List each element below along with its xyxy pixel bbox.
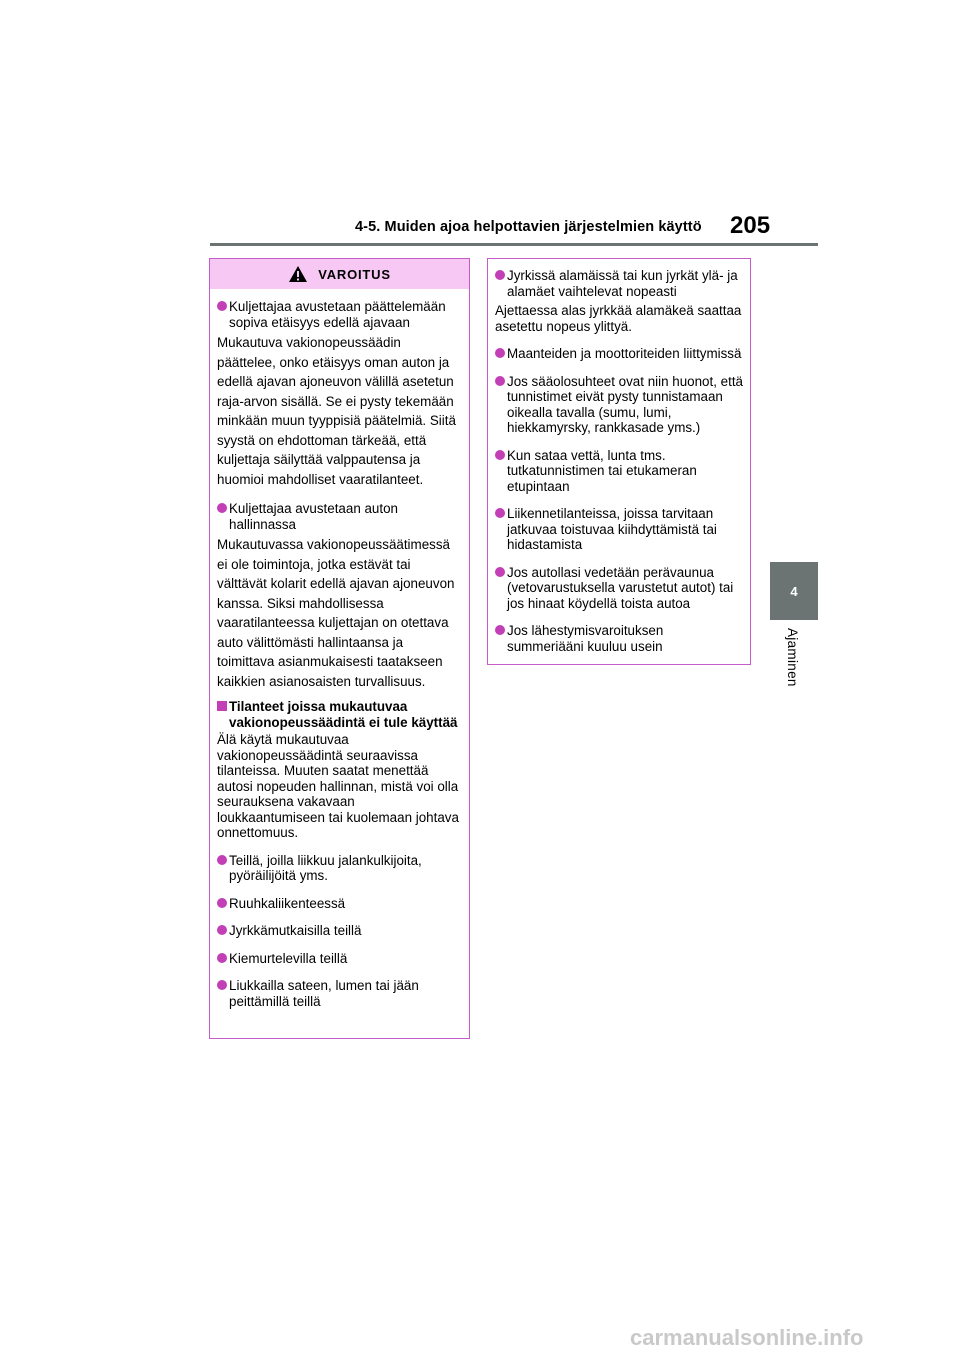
paragraph: Ajettaessa alas jyrkkää alamäkeä saattaa asetettu nopeus ylittyä.: [495, 303, 742, 334]
paragraph: Mukautuva vakionopeussäädin päättelee, onko etäisyys oman auton ja edellä ajavan ajoneuvon välillä asetetun raja-arvon sisällä. Se ei pysty tekemään minkään muun tyyppisiä päätelmiä. Siitä syystä on ehdottoman tärkeää, että kuljettaja säilyttää valppautensa ja huomioi mahdolliset vaaratilanteet.: [217, 335, 456, 487]
header-divider: [210, 243, 818, 246]
watermark: carmanualsonline.info: [630, 1325, 864, 1350]
list-item: Jos autollasi vedetään perävaunua (vetovarustuksella varustetut autot) tai jos hinaat köydellä toista autoa: [495, 565, 743, 612]
paragraph: Älä käytä mukautuvaa vakionopeussäädintä seuraavissa tilanteissa. Muuten saatat menettää autosi nopeuden hallinnan, mistä voi olla seurauksena vakavaan loukkaantumiseen tai kuolemaan johtava onnettomuus.: [217, 732, 459, 840]
list-item: Jyrkissä alamäissä tai kun jyrkät ylä- ja alamäet vaihtelevat nopeasti: [495, 268, 743, 299]
list-item: Kiemurtelevilla teillä: [217, 951, 462, 967]
list-item: Kuljettajaa avustetaan päättelemään sopiva etäisyys edellä ajavaan: [217, 299, 462, 330]
section-heading: Tilanteet joissa mukautuvaa vakionopeussäädintä ei tule käyttää: [217, 699, 462, 730]
warning-triangle-icon: [288, 265, 308, 283]
paragraph: Mukautuvassa vakionopeussäätimessä ei ole toimintoja, jotka estävät tai välttävät kolarit edellä ajavan ajoneuvon kanssa. Siksi mahdollisessa vaaratilanteessa kuljettajan on otettava auto välittömästi hallintaansa ja toimittava asianmukaisesti taatakseen kaikkien asianosaisten turvallisuus.: [217, 537, 455, 689]
list-item: Jos sääolosuhteet ovat niin huonot, että tunnistimet eivät pysty tunnistamaan oikealla tavalla (sumu, lumi, hiekkamyrsky, rankkasade yms.): [495, 374, 743, 436]
warning-label: VAROITUS: [318, 266, 391, 282]
chapter-tab[interactable]: [770, 562, 818, 620]
list-item: Liukkailla sateen, lumen tai jään peittämillä teillä: [217, 978, 462, 1009]
page-number: 205: [730, 212, 771, 239]
list-item: Ruuhkaliikenteessä: [217, 896, 462, 912]
chapter-title: 4-5. Muiden ajoa helpottavien järjestelmien käyttö: [355, 219, 702, 235]
warning-box-left: [209, 258, 470, 1039]
chapter-tab-label: Ajaminen: [785, 628, 800, 687]
warning-box-right: [487, 258, 751, 665]
list-item: Teillä, joilla liikkuu jalankulkijoita, pyöräilijöitä yms.: [217, 853, 462, 884]
list-item: Jos lähestymisvaroituksen summeriääni kuuluu usein: [495, 623, 743, 654]
list-item: Kun sataa vettä, lunta tms. tutkatunnistimen tai etukameran etupintaan: [495, 448, 743, 495]
chapter-tab-number: 4: [790, 583, 798, 599]
warning-header: [210, 259, 469, 289]
list-item: Maanteiden ja moottoriteiden liittymissä: [495, 346, 743, 362]
list-item: Liikennetilanteissa, joissa tarvitaan jatkuvaa toistuvaa kiihdyttämistä tai hidastamista: [495, 506, 743, 553]
list-item: Jyrkkämutkaisilla teillä: [217, 923, 462, 939]
list-item: Kuljettajaa avustetaan auton hallinnassa: [217, 501, 462, 532]
